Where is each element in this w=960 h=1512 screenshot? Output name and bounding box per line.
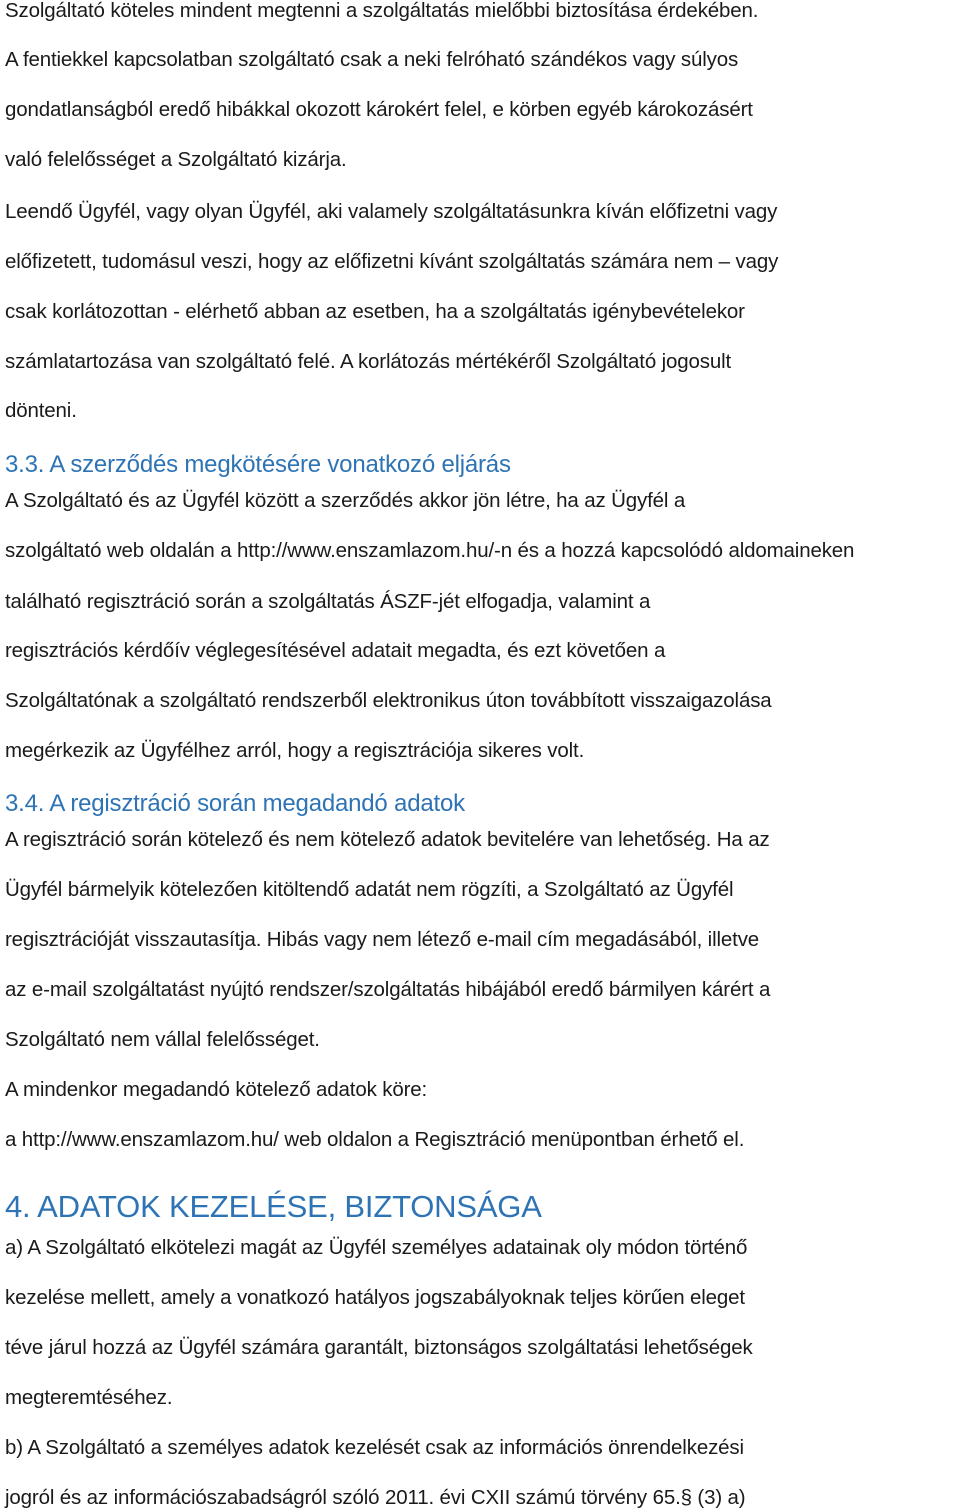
paragraph-line: az e-mail szolgáltatást nyújtó rendszer/szolgáltatás hibájából eredő bármilyen kárért a <box>5 978 771 1001</box>
paragraph-line: megérkezik az Ügyfélhez arról, hogy a regisztrációja sikeres volt. <box>5 739 585 762</box>
paragraph-line: Szolgáltató nem vállal felelősséget. <box>5 1028 320 1051</box>
paragraph-line: a) A Szolgáltató elkötelezi magát az Ügyfél személyes adatainak oly módon történő <box>5 1236 748 1259</box>
paragraph-line: számlatartozása van szolgáltató felé. A korlátozás mértékéről Szolgáltató jogosult <box>5 350 732 373</box>
section-heading-3-3: 3.3. A szerződés megkötésére vonatkozó eljárás <box>5 451 511 478</box>
paragraph-line: megteremtéséhez. <box>5 1386 173 1409</box>
paragraph-line: Ügyfél bármelyik kötelezően kitöltendő adatát nem rögzíti, a Szolgáltató az Ügyfél <box>5 878 734 901</box>
paragraph-line: Szolgáltatónak a szolgáltató rendszerből elektronikus úton továbbított visszaigazolása <box>5 689 772 712</box>
paragraph-line: A Szolgáltató és az Ügyfél között a szerződés akkor jön létre, ha az Ügyfél a <box>5 489 686 512</box>
paragraph-line: előfizetett, tudomásul veszi, hogy az előfizetni kívánt szolgáltatás számára nem – vagy <box>5 250 779 273</box>
paragraph-line: való felelősséget a Szolgáltató kizárja. <box>5 148 347 171</box>
paragraph-line: A regisztráció során kötelező és nem kötelező adatok bevitelére van lehetőség. Ha az <box>5 828 770 851</box>
paragraph-line: dönteni. <box>5 399 77 422</box>
paragraph-line: A fentiekkel kapcsolatban szolgáltató csak a neki felróható szándékos vagy súlyos <box>5 48 739 71</box>
paragraph-line: téve járul hozzá az Ügyfél számára garantált, biztonságos szolgáltatási lehetőségek <box>5 1336 753 1359</box>
paragraph-line: b) A Szolgáltató a személyes adatok kezelését csak az információs önrendelkezési <box>5 1436 744 1459</box>
paragraph-line: Szolgáltató köteles mindent megtenni a szolgáltatás mielőbbi biztosítása érdekében. <box>5 0 759 22</box>
paragraph-line: regisztrációs kérdőív véglegesítésével adatait megadta, és ezt követően a <box>5 639 666 662</box>
paragraph-line: csak korlátozottan - elérhető abban az esetben, ha a szolgáltatás igénybevételekor <box>5 300 745 323</box>
paragraph-line: szolgáltató web oldalán a http://www.enszamlazom.hu/-n és a hozzá kapcsolódó aldomaineken <box>5 539 855 562</box>
paragraph-line: jogról és az információszabadságról szóló 2011. évi CXII számú törvény 65.§ (3) a) <box>5 1486 746 1509</box>
paragraph-line: a http://www.enszamlazom.hu/ web oldalon a Regisztráció menüpontban érhető el. <box>5 1128 745 1151</box>
paragraph-line: regisztrációját visszautasítja. Hibás vagy nem létező e-mail cím megadásából, illetve <box>5 928 760 951</box>
paragraph-line: kezelése mellett, amely a vonatkozó hatályos jogszabályoknak teljes körűen eleget <box>5 1286 745 1309</box>
paragraph-line: gondatlanságból eredő hibákkal okozott károkért felel, e körben egyéb károkozásért <box>5 98 753 121</box>
paragraph-line: Leendő Ügyfél, vagy olyan Ügyfél, aki valamely szolgáltatásunkra kíván előfizetni vagy <box>5 200 778 223</box>
paragraph-line: található regisztráció során a szolgáltatás ÁSZF-jét elfogadja, valamint a <box>5 590 651 613</box>
paragraph-line: A mindenkor megadandó kötelező adatok köre: <box>5 1078 428 1101</box>
section-heading-3-4: 3.4. A regisztráció során megadandó adatok <box>5 790 465 817</box>
chapter-heading-4: 4. ADATOK KEZELÉSE, BIZTONSÁGA <box>5 1189 542 1224</box>
